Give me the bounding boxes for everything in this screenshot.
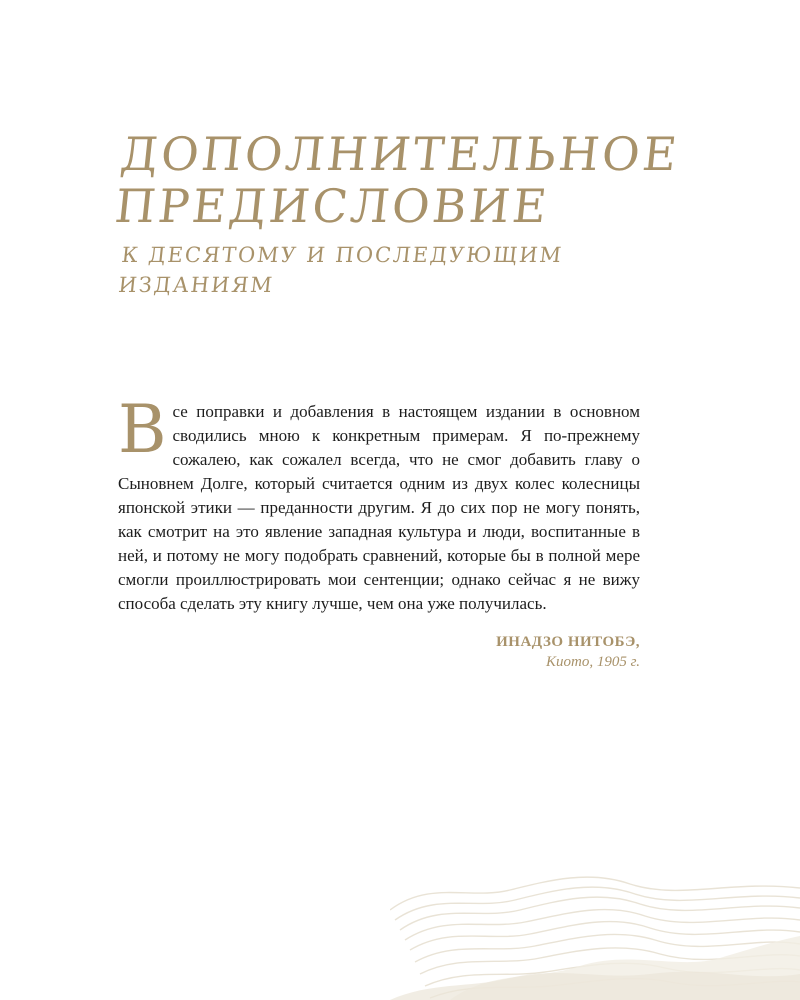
chapter-subtitle: [117, 240, 565, 300]
chapter-title: [113, 128, 683, 232]
waves-decoration: [390, 870, 800, 1000]
chapter-title-line-2: ПРЕДИСЛОВИЕ: [112, 179, 553, 233]
preface-paragraph: [118, 391, 640, 616]
signature-block: [496, 632, 640, 672]
preface-text: се поправки и добавления в настоящем издании в основном сводились мною к конкретным примерам. Я по-прежнему сожалею, как сожалел всегда, что не смог добавить главу о Сыновнем Долге, который считается одним из двух колес колесницы японской этики — преданности другим. Я до сих пор не могу понять, как смотрит на это явление западная культура и люди, воспитанные в ней, и потому не могу подобрать сравнений, которые бы в полной мере смогли проиллюстрировать мои сентенции; однако сейчас я не вижу способа сделать эту книгу лучше, чем она уже получилась.: [118, 402, 640, 613]
chapter-subtitle-line-2: ИЗДАНИЯМ: [117, 273, 276, 297]
author-name: ИНАДЗО НИТОБЭ,: [496, 634, 640, 650]
place-date: Киото, 1905 г.: [546, 654, 640, 670]
drop-cap: В: [118, 391, 167, 468]
chapter-title-line-1: ДОПОЛНИТЕЛЬНОЕ: [117, 127, 683, 181]
chapter-subtitle-line-1: К ДЕСЯТОМУ И ПОСЛЕДУЮЩИМ: [120, 243, 565, 267]
